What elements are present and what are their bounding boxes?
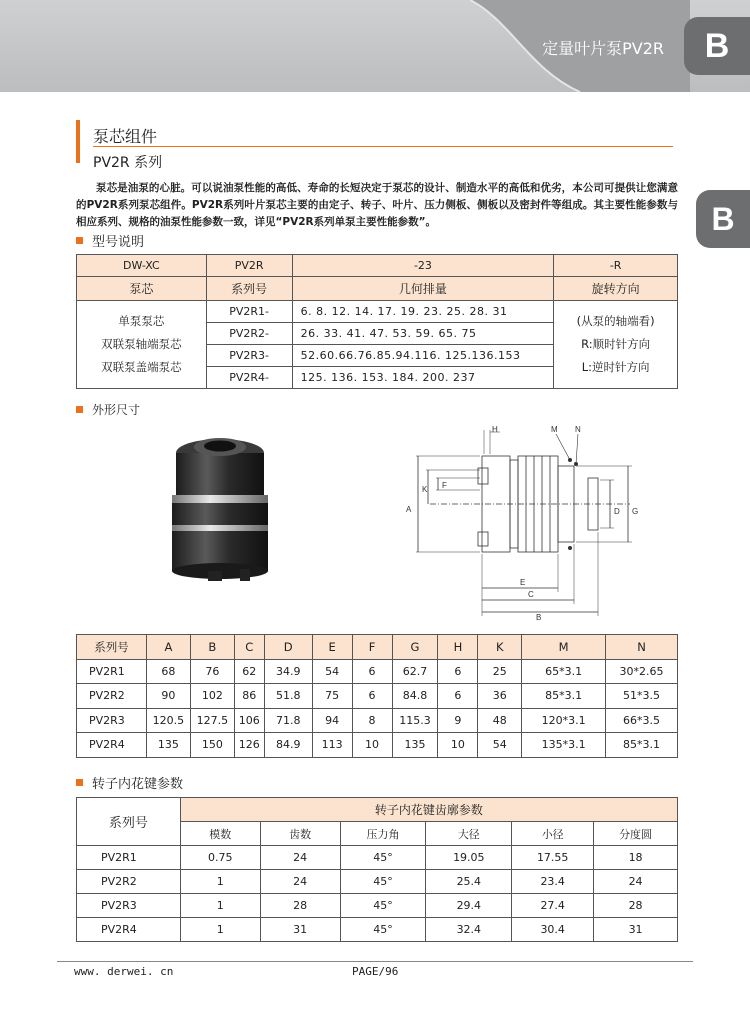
spline-group-header: 转子内花键齿廓参数	[180, 798, 677, 822]
spline-cell: 27.4	[512, 894, 594, 918]
dims-cell: 120.5	[146, 708, 190, 733]
label-cell: 几何排量	[292, 277, 554, 301]
dims-header-cell: C	[234, 635, 264, 660]
code-cell: DW-XC	[77, 255, 207, 277]
spline-header-cell: 模数	[180, 822, 260, 846]
spline-header-cell: 小径	[512, 822, 594, 846]
dims-cell: 6	[352, 684, 392, 709]
bullet-square-icon	[76, 406, 83, 413]
rotation-item: R:顺时针方向	[581, 337, 651, 351]
dims-cell: 85*3.1	[606, 733, 678, 758]
footer-divider	[57, 961, 693, 962]
spline-cell: 17.55	[512, 846, 594, 870]
spline-heading	[76, 773, 183, 792]
dim-label-f: F	[442, 481, 447, 490]
spline-header-cell: 压力角	[340, 822, 426, 846]
spline-cell: 24	[260, 846, 340, 870]
dims-cell: 102	[190, 684, 234, 709]
rotation-item: (从泵的轴端看)	[576, 314, 655, 328]
series-cell: PV2R1-	[206, 301, 292, 323]
core-type-item: 双联泵轴端泵芯	[101, 337, 182, 351]
table-row	[77, 918, 678, 942]
dims-cell: 10	[352, 733, 392, 758]
pump-core-photo	[158, 425, 282, 585]
table-row	[77, 733, 678, 758]
side-tab-badge[interactable]: B	[696, 190, 750, 248]
spline-cell: 1	[180, 894, 260, 918]
dim-label-a: A	[406, 505, 412, 514]
dims-cell: 6	[438, 659, 478, 684]
dims-cell: 84.8	[392, 684, 438, 709]
dims-cell: 62.7	[392, 659, 438, 684]
spline-cell: 0.75	[180, 846, 260, 870]
spline-cell: 45°	[340, 870, 426, 894]
dims-cell: 113	[312, 733, 352, 758]
dims-cell: PV2R4	[77, 733, 147, 758]
dims-cell: 8	[352, 708, 392, 733]
dims-cell: 51.8	[264, 684, 312, 709]
spline-cell: 28	[260, 894, 340, 918]
dims-cell: 135	[392, 733, 438, 758]
dims-cell: 84.9	[264, 733, 312, 758]
dims-header-cell: B	[190, 635, 234, 660]
dims-cell: 36	[478, 684, 522, 709]
code-cell: -R	[554, 255, 678, 277]
dims-cell: 62	[234, 659, 264, 684]
dims-cell: 48	[478, 708, 522, 733]
table-row	[77, 659, 678, 684]
spline-cell: 45°	[340, 918, 426, 942]
spline-cell: 19.05	[426, 846, 512, 870]
dims-cell: 126	[234, 733, 264, 758]
dims-cell: 150	[190, 733, 234, 758]
spline-cell: 28	[594, 894, 678, 918]
spline-table	[76, 797, 678, 942]
dims-cell: 66*3.5	[606, 708, 678, 733]
dims-cell: 115.3	[392, 708, 438, 733]
dim-label-g: G	[632, 507, 639, 516]
dim-label-e: E	[520, 578, 526, 587]
dims-cell: 54	[312, 659, 352, 684]
displacement-cell: 26. 33. 41. 47. 53. 59. 65. 75	[292, 323, 554, 345]
dims-cell: 106	[234, 708, 264, 733]
dims-cell: 65*3.1	[522, 659, 606, 684]
dims-header-cell: M	[522, 635, 606, 660]
bullet-square-icon	[76, 779, 83, 786]
dims-header-cell: A	[146, 635, 190, 660]
table-row	[77, 684, 678, 709]
section-title: 泵芯组件	[93, 127, 158, 146]
dims-header-cell: F	[352, 635, 392, 660]
displacement-cell: 6. 8. 12. 14. 17. 19. 23. 25. 28. 31	[292, 301, 554, 323]
dims-cell: 127.5	[190, 708, 234, 733]
spline-header-cell: 分度圆	[594, 822, 678, 846]
spline-cell: 32.4	[426, 918, 512, 942]
model-heading-text: 型号说明	[92, 235, 145, 250]
spline-cell: 18	[594, 846, 678, 870]
spline-heading-text: 转子内花键参数	[92, 777, 184, 792]
dims-cell: 85*3.1	[522, 684, 606, 709]
series-cell: PV2R3-	[206, 345, 292, 367]
dims-cell: 94	[312, 708, 352, 733]
intro-paragraph: 泵芯是油泵的心脏。可以说油泵性能的高低、寿命的长短决定于泵芯的设计、制造水平的高低和优劣，本公司可提供让您满意的PV2R系列泵芯组件。PV2R系列叶片泵芯主要的由定子、转子、叶片、压力侧板、侧板以及密封件等组成。其主要性能参数与相应系列、规格的油泵性能参数一致，详见“PV2R系列单泵主要性能参数”。	[76, 182, 678, 228]
section-divider	[93, 146, 673, 147]
spline-cell: 45°	[340, 894, 426, 918]
page-number: PAGE/96	[352, 965, 399, 978]
spline-cell: 45°	[340, 846, 426, 870]
dim-label-n: N	[575, 425, 581, 434]
dims-header-cell: G	[392, 635, 438, 660]
spline-cell: 1	[180, 870, 260, 894]
spline-cell: 29.4	[426, 894, 512, 918]
dims-cell: 25	[478, 659, 522, 684]
displacement-cell: 52.60.66.76.85.94.116. 125.136.153	[292, 345, 554, 367]
dim-label-m: M	[551, 425, 558, 434]
dims-cell: 120*3.1	[522, 708, 606, 733]
spline-header-cell: 齿数	[260, 822, 340, 846]
dim-label-h: H	[492, 425, 498, 434]
core-type-list	[77, 301, 207, 389]
spline-cell: PV2R3	[77, 894, 181, 918]
header-title: 定量叶片泵PV2R	[542, 39, 664, 58]
dims-cell: 90	[146, 684, 190, 709]
dims-cell: PV2R3	[77, 708, 147, 733]
rotation-list	[554, 301, 678, 389]
dims-cell: 9	[438, 708, 478, 733]
series-cell: PV2R2-	[206, 323, 292, 345]
bullet-square-icon	[76, 237, 83, 244]
spline-cell: 23.4	[512, 870, 594, 894]
spline-cell: 30.4	[512, 918, 594, 942]
dims-header-cell: D	[264, 635, 312, 660]
model-code-table	[76, 254, 678, 389]
table-row	[77, 894, 678, 918]
spline-cell: 1	[180, 918, 260, 942]
section-badge: B	[684, 17, 750, 75]
dims-cell: 135	[146, 733, 190, 758]
label-cell: 系列号	[206, 277, 292, 301]
spline-series-header: 系列号	[77, 798, 181, 846]
spline-cell: PV2R1	[77, 846, 181, 870]
dims-cell: 34.9	[264, 659, 312, 684]
table-row	[77, 846, 678, 870]
dims-cell: 135*3.1	[522, 733, 606, 758]
dim-label-b: B	[536, 613, 542, 622]
dim-label-c: C	[528, 590, 534, 599]
spline-cell: 24	[260, 870, 340, 894]
model-heading	[76, 231, 144, 250]
dims-cell: 6	[438, 684, 478, 709]
dims-cell: 71.8	[264, 708, 312, 733]
dims-cell: 68	[146, 659, 190, 684]
outline-dimension-drawing	[400, 420, 655, 625]
spline-cell: 31	[260, 918, 340, 942]
dims-cell: 51*3.5	[606, 684, 678, 709]
series-cell: PV2R4-	[206, 367, 292, 389]
outline-heading-text: 外形尺寸	[92, 403, 141, 417]
dims-cell: PV2R2	[77, 684, 147, 709]
dims-cell: 75	[312, 684, 352, 709]
spline-cell: 24	[594, 870, 678, 894]
spline-cell: PV2R4	[77, 918, 181, 942]
section-accent-bar	[76, 120, 80, 163]
rotation-item: L:逆时针方向	[581, 360, 650, 374]
dims-cell: 54	[478, 733, 522, 758]
dims-header-cell: 系列号	[77, 635, 147, 660]
label-cell: 旋转方向	[554, 277, 678, 301]
dimension-table	[76, 634, 678, 758]
dims-header-cell: K	[478, 635, 522, 660]
dim-label-k: K	[422, 485, 428, 494]
core-type-item: 双联泵盖端泵芯	[101, 360, 182, 374]
outline-heading	[76, 401, 140, 418]
footer-website-link[interactable]: www. derwei. cn	[74, 965, 174, 978]
code-cell: PV2R	[206, 255, 292, 277]
spline-cell: PV2R2	[77, 870, 181, 894]
dims-cell: 86	[234, 684, 264, 709]
dims-cell: 6	[352, 659, 392, 684]
dims-cell: 10	[438, 733, 478, 758]
dims-cell: 30*2.65	[606, 659, 678, 684]
dim-label-d: D	[614, 507, 620, 516]
section-subtitle: PV2R 系列	[93, 155, 163, 171]
dims-header-cell: N	[606, 635, 678, 660]
spline-cell: 25.4	[426, 870, 512, 894]
dims-header-cell: H	[438, 635, 478, 660]
table-row	[77, 708, 678, 733]
dims-cell: 76	[190, 659, 234, 684]
spline-header-cell: 大径	[426, 822, 512, 846]
dims-cell: PV2R1	[77, 659, 147, 684]
code-cell: -23	[292, 255, 554, 277]
core-type-item: 单泵泵芯	[118, 314, 165, 328]
dims-header-cell: E	[312, 635, 352, 660]
spline-cell: 31	[594, 918, 678, 942]
label-cell: 泵芯	[77, 277, 207, 301]
displacement-cell: 125. 136. 153. 184. 200. 237	[292, 367, 554, 389]
table-row	[77, 870, 678, 894]
